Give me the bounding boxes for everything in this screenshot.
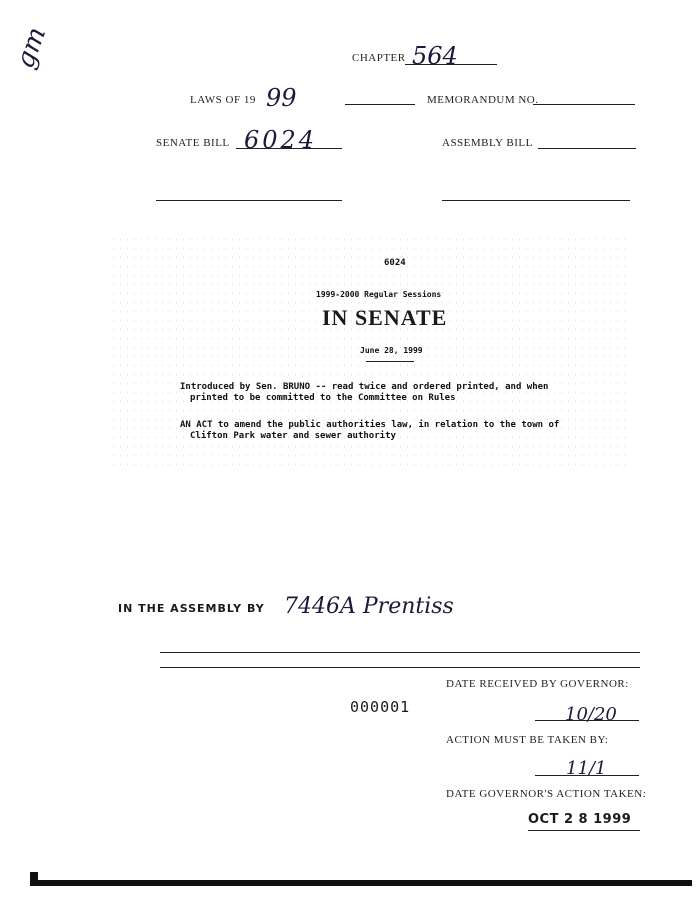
bill-number: 6024 — [384, 258, 406, 268]
assembly-line-1 — [160, 652, 640, 653]
assembly-bill-line — [538, 148, 636, 149]
senate-bill-label: SENATE BILL — [156, 137, 230, 149]
date-received-line — [535, 720, 639, 721]
introduced-line-2: printed to be committed to the Committee on Rules — [190, 393, 456, 403]
introduced-line-1: Introduced by Sen. BRUNO -- read twice and ordered printed, and when — [180, 382, 549, 392]
assembly-bill-label: ASSEMBLY BILL — [442, 137, 533, 149]
page-number: 000001 — [350, 698, 411, 716]
memorandum-line — [533, 104, 635, 105]
chapter-value: 564 — [412, 42, 458, 70]
action-must-line — [535, 775, 639, 776]
date-underline — [366, 361, 414, 362]
blank-line-right — [442, 200, 630, 201]
chapter-label: CHAPTER — [352, 52, 406, 64]
bill-date: June 28, 1999 — [360, 346, 423, 355]
date-received-value: 10/20 — [565, 704, 617, 725]
senate-bill-line — [236, 148, 342, 149]
assembly-line-2 — [160, 667, 640, 668]
senate-bill-value: 6024 — [244, 126, 318, 154]
chapter-line — [405, 64, 497, 65]
act-line-2: Clifton Park water and sewer authority — [190, 431, 396, 441]
action-must-value: 11/1 — [566, 758, 607, 779]
assembly-handwritten: 7446A Prentiss — [284, 594, 454, 619]
memorandum-label: MEMORANDUM NO. — [427, 94, 539, 106]
laws-label: LAWS OF 19 — [190, 94, 256, 106]
bottom-scan-bar — [30, 880, 692, 886]
bill-heading: IN SENATE — [322, 305, 448, 330]
act-line-1: AN ACT to amend the public authorities law, in relation to the town of — [180, 420, 560, 430]
laws-line — [345, 104, 415, 105]
blank-line-left — [156, 200, 342, 201]
action-taken-stamp: OCT 2 8 1999 — [528, 812, 632, 827]
date-received-label: DATE RECEIVED BY GOVERNOR: — [446, 678, 629, 690]
action-must-label: ACTION MUST BE TAKEN BY: — [446, 734, 609, 746]
bottom-scan-bar-left — [30, 872, 38, 886]
assembly-label: IN THE ASSEMBLY BY — [118, 602, 265, 615]
action-taken-label: DATE GOVERNOR'S ACTION TAKEN: — [446, 788, 647, 800]
session-text: 1999-2000 Regular Sessions — [316, 290, 442, 299]
action-taken-line — [528, 830, 640, 831]
laws-year: 99 — [266, 84, 297, 112]
corner-initials: gm — [10, 23, 53, 73]
